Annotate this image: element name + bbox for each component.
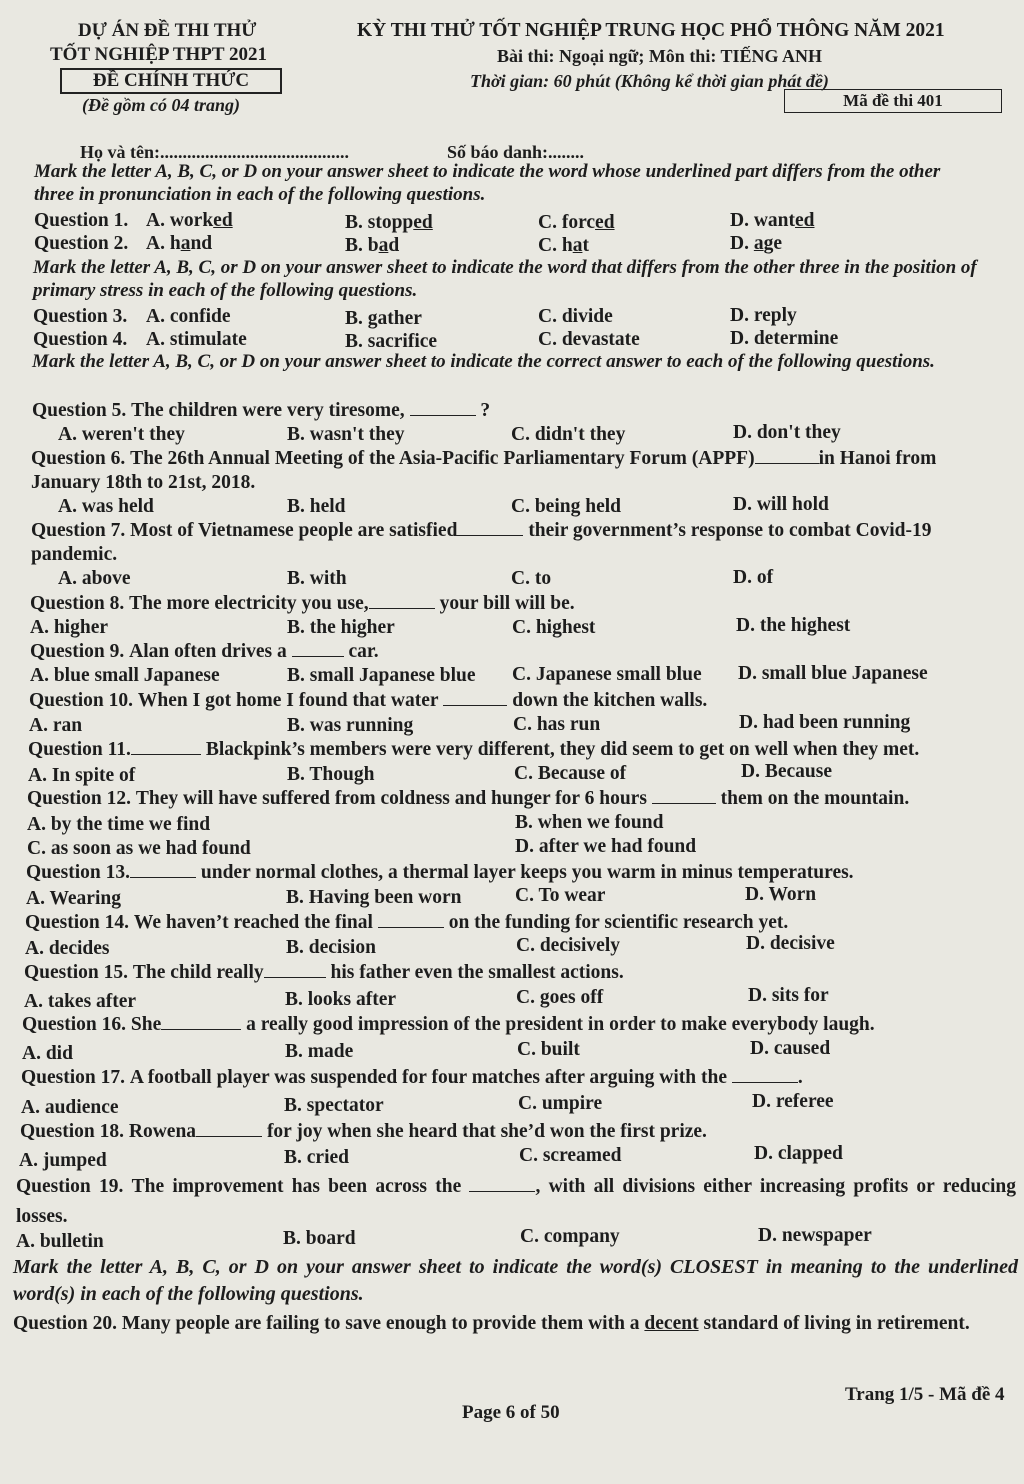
question-18-option-d[interactable]: D. clapped (754, 1143, 843, 1164)
question-11-option-a[interactable]: A. In spite of (28, 765, 136, 786)
question-1-option-b[interactable]: B. stopped (345, 212, 433, 233)
question-1-option-c[interactable]: C. forced (538, 212, 615, 233)
question-13-option-c[interactable]: C. To wear (515, 885, 606, 906)
question-9-stem: Question 9. Alan often drives a car. (30, 641, 379, 662)
question-7-option-b[interactable]: B. with (287, 568, 347, 589)
question-10-stem: Question 10. When I got home I found that water down the kitchen walls. (29, 690, 708, 711)
question-11-option-b[interactable]: B. Though (287, 764, 375, 785)
exam-code: Mã đề thi 401 (784, 89, 1002, 113)
question-18-option-c[interactable]: C. screamed (519, 1145, 622, 1166)
question-14-option-d[interactable]: D. decisive (746, 933, 835, 954)
question-12-stem: Question 12. They will have suffered from coldness and hunger for 6 hours them on the mountain. (27, 788, 910, 809)
question-11-stem: Question 11. Blackpink’s members were very different, they did seem to get on well when they met. (28, 739, 920, 760)
question-9-option-a[interactable]: A. blue small Japanese (30, 665, 220, 686)
question-2-option-c[interactable]: C. hat (538, 235, 589, 256)
question-1-option-d[interactable]: D. wanted (730, 210, 815, 231)
question-3-option-b[interactable]: B. gather (345, 308, 422, 329)
question-17-option-a[interactable]: A. audience (21, 1097, 119, 1118)
instruction-stress: Mark the letter A, B, C, or D on your answer sheet to indicate the word that differs from the other three in the position of primary stress in each of the following questions. (33, 257, 977, 301)
question-8-stem: Question 8. The more electricity you use, your bill will be. (30, 593, 575, 614)
question-13-option-d[interactable]: D. Worn (745, 884, 817, 905)
question-9-option-d[interactable]: D. small blue Japanese (738, 663, 928, 684)
name-field[interactable]: Họ và tên:.......................................... (80, 142, 349, 162)
question-13-stem: Question 13. under normal clothes, a thermal layer keeps you warm in minus temperatures. (26, 862, 854, 883)
instruction-pronunciation: Mark the letter A, B, C, or D on your answer sheet to indicate the word whose underlined part differs from the other three in pronunciation in each of the following questions. (34, 161, 941, 205)
question-17-option-c[interactable]: C. umpire (518, 1093, 603, 1114)
question-18-stem: Question 18. Rowena for joy when she heard that she’d won the first prize. (20, 1121, 707, 1142)
project-title: DỰ ÁN ĐỀ THI THỬ (78, 20, 257, 41)
question-20-stem: Question 20. Many people are failing to save enough to provide them with a decent standard of living in retirement. (13, 1313, 970, 1334)
question-12-option-d[interactable]: D. after we had found (515, 836, 697, 857)
question-14-option-a[interactable]: A. decides (25, 938, 110, 959)
question-1-option-a[interactable]: A. worked (146, 210, 233, 231)
question-19-option-d[interactable]: D. newspaper (758, 1225, 872, 1246)
question-14-option-c[interactable]: C. decisively (516, 935, 620, 956)
question-10-option-d[interactable]: D. had been running (739, 712, 911, 733)
official-label: ĐỀ CHÍNH THỨC (60, 68, 282, 94)
question-10-option-c[interactable]: C. has run (513, 714, 601, 735)
page-number: Page 6 of 50 (462, 1402, 560, 1423)
question-19-option-a[interactable]: A. bulletin (16, 1231, 104, 1252)
question-2-option-d[interactable]: D. age (730, 233, 782, 254)
question-5-option-a[interactable]: A. weren't they (58, 424, 185, 445)
question-16-option-c[interactable]: C. built (517, 1039, 580, 1060)
question-7-stem: Question 7. Most of Vietnamese people are satisfied their government’s response to combat Covid-19 pandemic. (31, 520, 932, 565)
question-6-option-a[interactable]: A. was held (58, 496, 154, 517)
question-16-option-d[interactable]: D. caused (750, 1038, 831, 1059)
question-4-label: Question 4. (33, 329, 128, 350)
question-18-option-a[interactable]: A. jumped (19, 1150, 107, 1171)
question-4-option-d[interactable]: D. determine (730, 328, 839, 349)
question-10-option-b[interactable]: B. was running (287, 715, 414, 736)
question-12-option-a[interactable]: A. by the time we find (27, 814, 211, 835)
question-3-option-c[interactable]: C. divide (538, 306, 613, 327)
question-19-stem: Question 19. The improvement has been across the , with all divisions either increasing profits or reducing losses. (16, 1176, 1017, 1227)
question-4-option-c[interactable]: C. devastate (538, 329, 640, 350)
exam-time: Thời gian: 60 phút (Không kể thời gian phát đề) (470, 71, 829, 91)
question-16-option-a[interactable]: A. did (22, 1043, 73, 1064)
question-7-option-d[interactable]: D. of (733, 567, 774, 588)
question-2-option-a[interactable]: A. hand (146, 233, 213, 254)
question-3-option-d[interactable]: D. reply (730, 305, 797, 326)
question-6-stem: Question 6. The 26th Annual Meeting of the Asia-Pacific Parliamentary Forum (APPF) in Hanoi from January 18th to 21st, 2018. (31, 448, 937, 493)
trang-indicator: Trang 1/5 - Mã đề 4 (845, 1384, 1005, 1405)
id-field[interactable]: Số báo danh:........ (447, 142, 585, 162)
instruction-correct-answer: Mark the letter A, B, C, or D on your answer sheet to indicate the correct answer to each of the following questions. (32, 351, 935, 372)
question-5-stem: Question 5. The children were very tiresome, ? (32, 400, 491, 421)
question-2-label: Question 2. (34, 233, 129, 254)
question-3-label: Question 3. (33, 306, 128, 327)
question-6-option-d[interactable]: D. will hold (733, 494, 829, 515)
question-18-option-b[interactable]: B. cried (284, 1147, 349, 1168)
question-13-option-a[interactable]: A. Wearing (26, 888, 121, 909)
question-17-option-d[interactable]: D. referee (752, 1091, 834, 1112)
question-10-option-a[interactable]: A. ran (29, 715, 83, 736)
question-11-option-c[interactable]: C. Because of (514, 763, 627, 784)
question-17-stem: Question 17. A football player was suspended for four matches after arguing with the . (21, 1067, 803, 1088)
question-8-option-c[interactable]: C. highest (512, 617, 596, 638)
question-9-option-c[interactable]: C. Japanese small blue (512, 664, 702, 685)
question-13-option-b[interactable]: B. Having been worn (286, 887, 462, 908)
question-4-option-a[interactable]: A. stimulate (146, 329, 247, 350)
question-7-option-a[interactable]: A. above (58, 568, 131, 589)
question-8-option-a[interactable]: A. higher (30, 617, 108, 638)
question-19-option-c[interactable]: C. company (520, 1226, 620, 1247)
project-subtitle: TỐT NGHIỆP THPT 2021 (50, 44, 267, 65)
question-5-option-d[interactable]: D. don't they (733, 422, 841, 443)
exam-subject: Bài thi: Ngoại ngữ; Môn thi: TIẾNG ANH (497, 46, 823, 66)
question-14-option-b[interactable]: B. decision (286, 937, 376, 958)
question-17-option-b[interactable]: B. spectator (284, 1095, 384, 1116)
question-2-option-b[interactable]: B. bad (345, 235, 400, 256)
question-4-option-b[interactable]: B. sacrifice (345, 331, 438, 352)
question-15-option-a[interactable]: A. takes after (24, 991, 137, 1012)
question-1-label: Question 1. (34, 210, 129, 231)
question-11-option-d[interactable]: D. Because (741, 761, 832, 782)
question-8-option-b[interactable]: B. the higher (287, 617, 395, 638)
question-15-option-c[interactable]: C. goes off (516, 987, 604, 1008)
question-6-option-c[interactable]: C. being held (511, 496, 621, 517)
question-14-stem: Question 14. We haven’t reached the final on the funding for scientific research yet. (25, 912, 789, 933)
question-12-option-c[interactable]: C. as soon as we had found (27, 838, 251, 859)
question-5-option-c[interactable]: C. didn't they (511, 424, 626, 445)
question-8-option-d[interactable]: D. the highest (736, 615, 851, 636)
question-9-option-b[interactable]: B. small Japanese blue (287, 665, 476, 686)
underlined-word: decent (644, 1313, 699, 1334)
question-6-option-b[interactable]: B. held (287, 496, 346, 517)
instruction-closest-meaning: Mark the letter A, B, C, or D on your answer sheet to indicate the word(s) CLOSEST in meaning to the underlined word(s) in each of the following questions. (13, 1256, 1018, 1305)
question-3-option-a[interactable]: A. confide (146, 306, 231, 327)
question-15-option-b[interactable]: B. looks after (285, 989, 397, 1010)
exam-title: KỲ THI THỬ TỐT NGHIỆP TRUNG HỌC PHỔ THÔNG NĂM 2021 (357, 20, 945, 41)
question-16-option-b[interactable]: B. made (285, 1041, 354, 1062)
question-15-option-d[interactable]: D. sits for (748, 985, 829, 1006)
question-15-stem: Question 15. The child really his father even the smallest actions. (24, 962, 624, 983)
question-7-option-c[interactable]: C. to (511, 568, 552, 589)
pages-note: (Đề gồm có 04 trang) (82, 95, 240, 115)
question-12-option-b[interactable]: B. when we found (515, 812, 664, 833)
question-16-stem: Question 16. She a really good impression of the president in order to make everybody laugh. (22, 1014, 875, 1035)
question-19-option-b[interactable]: B. board (283, 1228, 356, 1249)
question-5-option-b[interactable]: B. wasn't they (287, 424, 405, 445)
